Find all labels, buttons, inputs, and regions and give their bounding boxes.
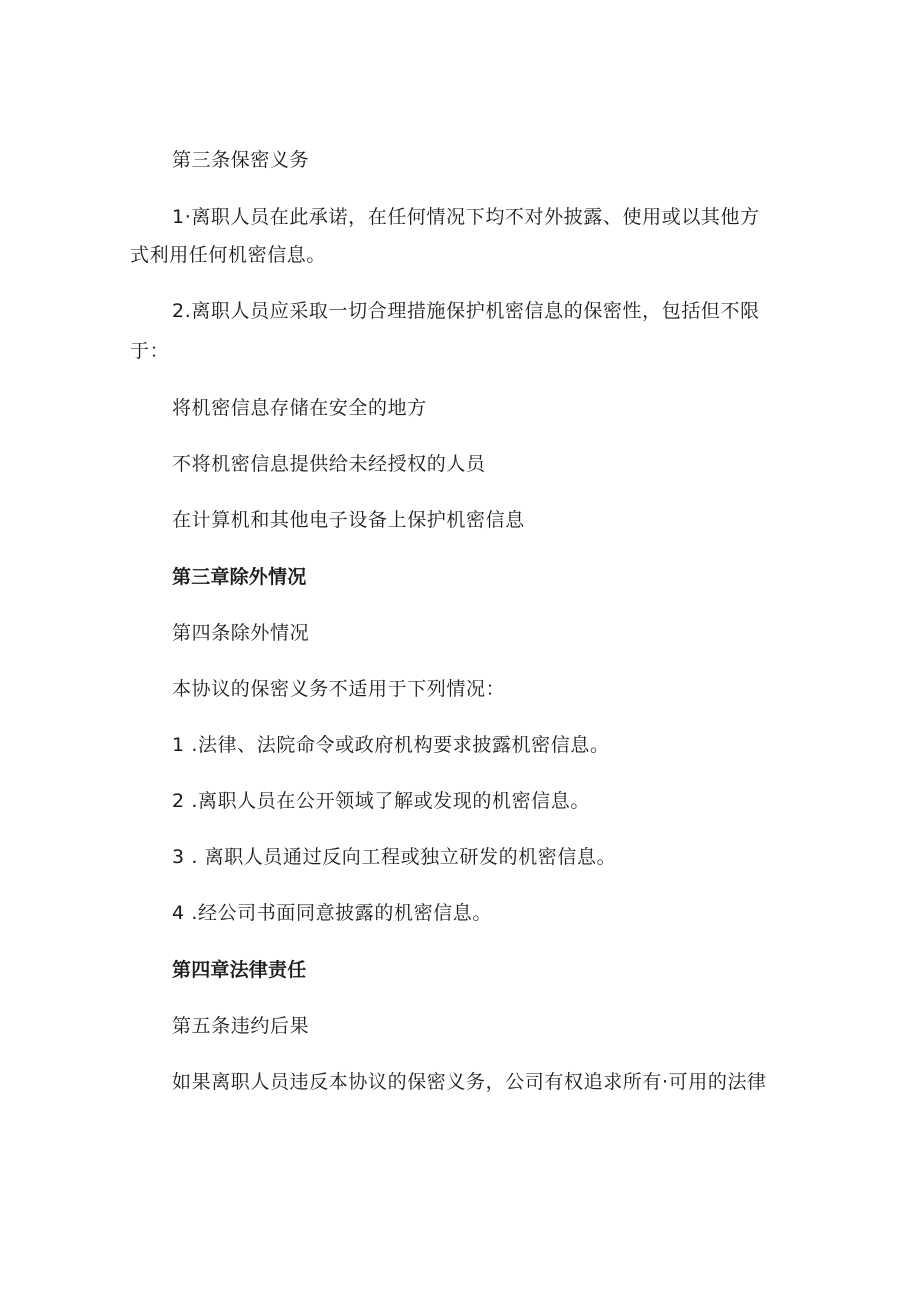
article-5-body-line-1: 如果离职人员违反本协议的保密义务，公司有权追求所有·可用的法律: [172, 1071, 767, 1093]
chapter-3-heading: 第三章除外情况: [172, 566, 307, 588]
article-3-heading: 第三条保密义务: [172, 149, 310, 171]
article-3-clause-2-line-1: 2.离职人员应采取一切合理措施保护机密信息的保密性，包括但不限: [172, 300, 760, 322]
exception-item-4: 4 .经公司书面同意披露的机密信息。: [172, 902, 492, 924]
article-5-heading: 第五条违约后果: [172, 1015, 310, 1037]
article-4-heading: 第四条除外情况: [172, 622, 310, 644]
exception-item-1: 1 .法律、法院命令或政府机构要求披露机密信息。: [172, 734, 610, 756]
article-3-clause-1-line-2: 式利用任何机密信息。: [130, 244, 327, 266]
article-3-clause-2-line-2: 于：: [130, 340, 170, 362]
article-4-intro: 本协议的保密义务不适用于下列情况：: [172, 678, 506, 700]
measure-item-3: 在计算机和其他电子设备上保护机密信息: [172, 509, 525, 531]
chapter-4-heading: 第四章法律责任: [172, 959, 307, 981]
exception-item-2: 2 .离职人员在公开领域了解或发现的机密信息。: [172, 790, 590, 812]
measure-item-2: 不将机密信息提供给未经授权的人员: [172, 453, 486, 475]
article-3-clause-1-line-1: 1·离职人员在此承诺，在任何情况下均不对外披露、使用或以其他方: [172, 206, 760, 228]
exception-item-3: 3 . 离职人员通过反向工程或独立研发的机密信息。: [172, 846, 617, 868]
measure-item-1: 将机密信息存储在安全的地方: [172, 397, 427, 419]
